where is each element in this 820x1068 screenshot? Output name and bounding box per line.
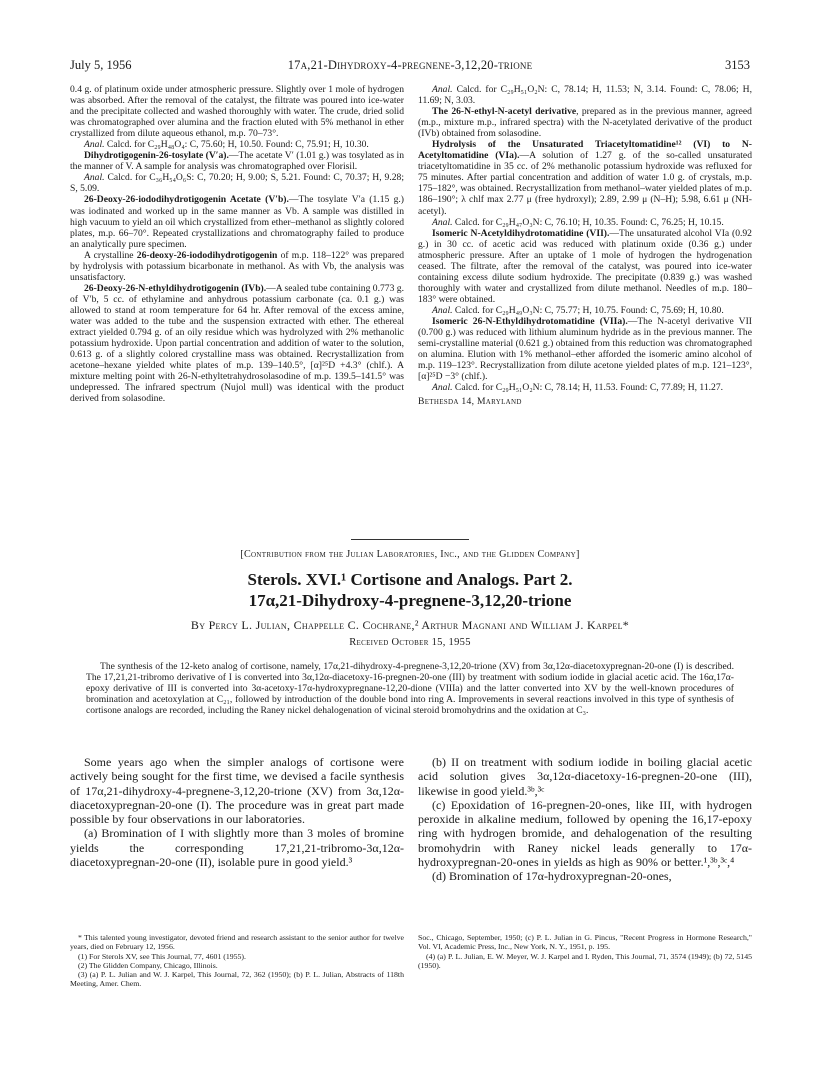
analysis-paragraph: Anal. Calcd. for C₂₉H₅₁O₂N: C, 78.14; H, 11.53; N, 3.14. Found: C, 78.06; H, 11.69; N, 3.03. (418, 84, 752, 107)
page-number: 3153 (725, 58, 750, 72)
body-left-column (70, 755, 404, 869)
analysis-paragraph: Anal. Calcd. for C₂₉H₅₁O₂N: C, 78.14; H, 11.53. Found: C, 77.89; H, 11.27. (432, 382, 724, 394)
left-column-experimental (70, 84, 404, 404)
right-column-experimental (418, 84, 752, 407)
authors-line: By Percy L. Julian, Chappelle C. Cochrane,² Arthur Magnani and William J. Karpel* (190, 618, 630, 632)
compound-paragraph: Hydrolysis of the Unsaturated Triacetyltomatidine¹² (VI) to N-Acetyltomatidine (VIa).—A solution of 1.27 g. of the so-called unsaturated triacetyltomatidine in 35 cc. of 2% methanolic potassium hydroxide was refluxed for 75 minutes. After partial concentration and addition of water 1.0 g. of crystals, m.p. 175–182°, was obtained. Recrystallization from methanol–water yielded plates of m.p. 186–190°; λ chlf max 2.77 μ (free hydroxyl); 2.89, 2.99 μ (N–H); 5.98, 6.61 μ (NH-acetyl). (418, 139, 752, 217)
compound-paragraph: Isomeric N-Acetyldihydrotomatidine (VII).—The unsaturated alcohol VIa (0.92 g.) in 30 cc. of acetic acid was reduced with platinum oxide (0.36 g.) under atmospheric pressure. After an uptake of 1 mole of hydrogen the hydrogenation ceased. The filtrate, after the removal of the catalyst, was poured into ice-water containing excess dilute sodium hydroxide. The precipitate (0.839 g.) was washed thoroughly with water and crystallized from dilute methanol. Needles of m.p. 180–183° were obtained. (418, 227, 752, 305)
footnotes-left (70, 933, 404, 989)
footnote: * This talented young investigator, devoted friend and research assistant to the senior author for twelve years, died on February 12, 1956. (70, 933, 404, 952)
body-paragraph: Some years ago when the simpler analogs of cortisone were actively being sought for the first time, we devised a facile synthesis of 17α,21-dihydroxy-4-pregnene-3,12,20-trione (XV) from 3α,12α-diacetoxypregnan-20-one (I). The procedure was in great part made possible by four observations in our laboratories. (70, 755, 404, 827)
page-header (70, 58, 750, 74)
compound-paragraph: Isomeric 26-N-Ethyldihydrotomatidine (VIIa).—The N-acetyl derivative VII (0.700 g.) was reduced with lithium aluminum hydride as in the previous manner. The semi-crystalline material (0.621 g.) obtained from this reduction was chromatographed on alumina. Elution with 1% methanol–ether afforded the isomeric amino alcohol of m.p. 119–123°. Recrystallization from dilute acetone yielded plates of m.p. 121–123°, [α]²⁵D −3° (chlf.). (418, 315, 752, 383)
running-title: 17α,21-Dihydroxy-4-pregnene-3,12,20-trione (287, 58, 533, 72)
footnote: Soc., Chicago, September, 1950; (c) P. L. Julian in G. Pincus, "Recent Progress in Hormone Research," Vol. VI, Academic Press, Inc., New York, N. Y., 1951, p. 195. (418, 933, 752, 952)
analysis-paragraph: Anal. Calcd. for C₂₉H₄₇O₃N: C, 76.10; H, 10.35. Found: C, 76.25; H, 10.15. (432, 216, 724, 228)
compound-paragraph: 26-Deoxy-26-N-ethyldihydrotigogenin (IVb).—A sealed tube containing 0.773 g. of V′b, 5 cc. of ethylamine and anhydrous potassium carbonate (ca. 0.1 g.) was allowed to stand at room temperature for 64 hr. After removal of the excess amine, water was added to the tube and the suspension extracted with ether. The ethereal extract yielded 0.794 g. of an oily residue which was hydrolyzed with 2% methanolic potassium hydroxide. Upon partial concentration and addition of water to the solution, 0.613 g. of a slightly colored crystalline mass was obtained. Recrystallization from acetone–hexane yielded white plates of m.p. 139–140.5°, [α]²⁵D +4.3° (chlf.). A mixture melting point with 26-N-ethyltetrahydrosolasodine of m.p. 139.5–141.5° was undepressed. The infrared spectrum (Nujol mull) was identical with the product derived from solasodine. (70, 282, 404, 405)
compound-paragraph: The 26-N-ethyl-N-acetyl derivative, prepared as in the previous manner, agreed (m.p., mixture m.p., infrared spectra) with the N-acetylated derivative of the product (IVb) obtained from solasodine. (418, 106, 752, 140)
compound-paragraph: Dihydrotigogenin-26-tosylate (V′a).—The acetate V′ (1.01 g.) was tosylated as in the manner of V. A sample for analysis was chromatographed over Florisil. (70, 150, 404, 173)
body-paragraph: (b) II on treatment with sodium iodide in boiling glacial acetic acid solution gives 3α,12α-diacetoxy-16-pregnen-20-one (III), likewise in good yield.³ᵇ,³ᶜ (418, 755, 752, 798)
body-paragraph: (c) Epoxidation of 16-pregnen-20-ones, like III, with hydrogen peroxide in alkaline medium, followed by opening the 16,17-epoxy ring with hydrogen bromide, and dehalogenation of the resulting bromohydrin with Raney nickel leads generally to 17α-hydroxypregnan-20-ones in yields as high as 90% or better.¹,³ᵇ,³ᶜ,⁴ (418, 797, 752, 870)
footnotes-right (418, 933, 752, 970)
body-paragraph: (a) Bromination of I with slightly more than 3 moles of bromine yields the corresponding 17,21,21-tribromo-3α,12α-diacetoxypregnan-20-one (II), isolable pure in good yield.³ (70, 826, 404, 870)
footnote: (2) The Glidden Company, Chicago, Illinois. (78, 960, 218, 970)
footnote: (4) (a) P. L. Julian, E. W. Meyer, W. J. Karpel and I. Ryden, This Journal, 71, 3574 (1949); (b) 72, 5145 (1950). (418, 951, 752, 970)
analysis-paragraph: Anal. Calcd. for C₂₉H₄₉O₃N: C, 75.77; H, 10.75. Found: C, 75.69; H, 10.80. (432, 304, 724, 316)
article-subtitle: 17α,21-Dihydroxy-4-pregnene-3,12,20-trione (248, 591, 572, 610)
analysis-paragraph: Anal. Calcd. for C₂₉H₄₈O₄: C, 75.60; H, 10.50. Found: C, 75.91; H, 10.30. (84, 139, 369, 151)
footnote: (1) For Sterols XV, see This Journal, 77, 4601 (1955). (78, 951, 246, 961)
body-paragraph: (d) Bromination of 17α-hydroxypregnan-20-ones, (432, 869, 672, 884)
section-divider (351, 539, 469, 540)
body-right-column (418, 755, 752, 884)
compound-paragraph: 26-Deoxy-26-iododihydrotigogenin Acetate (V′b).—The tosylate V′a (1.15 g.) was iodinated and worked up in the same manner as Vb. A sample was distilled in high vacuum to yield an oil which crystallized from ether–methanol as slightly colored plates, m.p. 66–70°. Repeated crystallizations and chromatography failed to produce an analytically pure specimen. (70, 194, 404, 250)
footnote: (3) (a) P. L. Julian and W. J. Karpel, This Journal, 72, 362 (1950); (b) P. L. Julian, Abstracts of 118th Meeting, Amer. Chem. (70, 970, 404, 989)
header-date: July 5, 1956 (70, 58, 132, 72)
article-title: Sterols. XVI.¹ Cortisone and Analogs. Part 2. (247, 570, 573, 589)
compound-paragraph: A crystalline 26-deoxy-26-iododihydrotigogenin of m.p. 118–122° was prepared by hydrolysis with potassium bicarbonate in methanol. As with Vb, the analysis was unsatisfactory. (70, 249, 405, 283)
location-signature: Bethesda 14, Maryland (418, 396, 522, 408)
abstract: The synthesis of the 12-keto analog of cortisone, namely, 17α,21-dihydroxy-4-pregnene-3,12,20-trione (XV) from 3α,12α-diacetoxypregnan-20-one (I) is described. The 17,21,21-tribromo derivative of I is converted into 3α,12α-diacetoxy-16-pregnen-20-one (III) by treatment with sodium iodide in glacial acetic acid. The 16α,17α-epoxy derivative of III is converted into 3α-acetoxy-17α-hydroxypregnane-12,20-dione (VIIIa) and the latter converted into XV by the well-known procedures of bromination and acetoxylation at C₂₁, followed by introduction of the double bond into ring A. Improvements in several reactions involved in this type of synthesis of cortisone analogs are recorded, including the Raney nickel dehalogenation of vicinal steroid bromohydrins and the oxidation at C₃. (86, 661, 734, 717)
paragraph: 0.4 g. of platinum oxide under atmospheric pressure. Slightly over 1 mole of hydrogen was absorbed. After the removal of the catalyst, the filtrate was poured into ice-water and the precipitate collected and washed thoroughly with water. The crude, dried solid was chromatographed over alumina and the fraction eluted with 5% methanol in ether crystallized from dilute aqueous ethanol, m.p. 70–73°. (70, 84, 404, 140)
received-date: Received October 15, 1955 (349, 637, 471, 648)
contribution-line: [Contribution from the Julian Laboratories, Inc., and the Glidden Company] (240, 549, 580, 560)
analysis-paragraph: Anal. Calcd. for C₃₆H₅₄O₆S: C, 70.20; H, 9.00; S, 5.21. Found: C, 70.37; H, 9.28; S, 5.09. (70, 172, 404, 195)
